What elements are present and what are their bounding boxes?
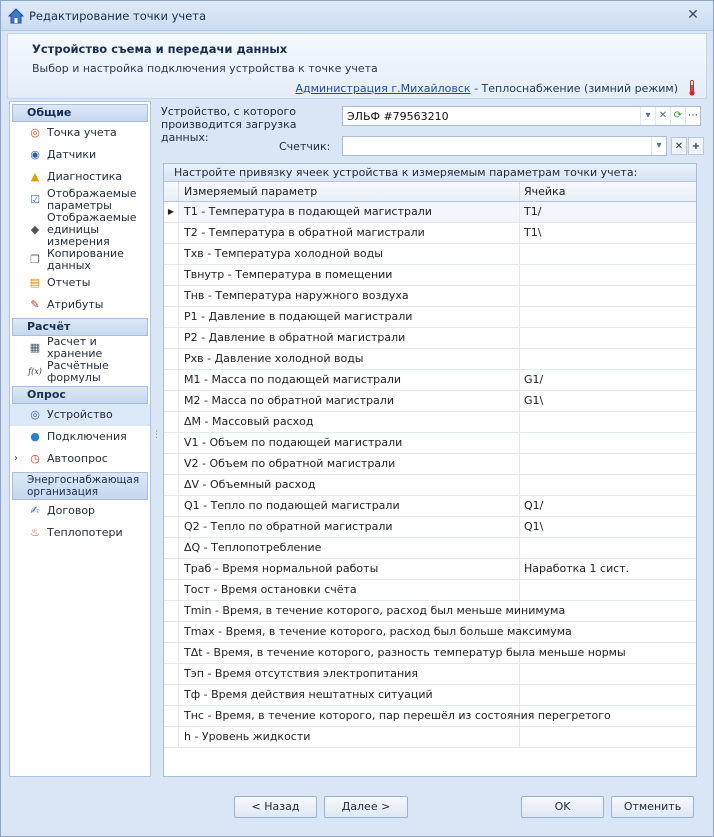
more-options-icon[interactable]: ⋯ (685, 107, 700, 125)
row-indicator (164, 517, 179, 537)
param-cell[interactable]: Q1 - Тепло по подающей магистрали (179, 496, 520, 516)
row-indicator (164, 307, 179, 327)
nav-item-label: Копирование данных (47, 247, 124, 272)
row-indicator (164, 538, 179, 558)
param-cell[interactable]: Tmin - Время, в течение которого, расход был меньше минимума (179, 601, 520, 621)
table-row[interactable] (164, 727, 696, 748)
table-row[interactable] (164, 601, 696, 622)
warning-icon: ▲ (30, 170, 40, 183)
nav-item-label: Точка учета (47, 126, 117, 139)
table-row[interactable] (164, 454, 696, 475)
device-cell[interactable] (520, 286, 696, 306)
page-subtitle: Выбор и настройка подключения устройства к точке учета (32, 62, 378, 75)
navigation-panel (9, 101, 151, 777)
param-cell[interactable]: ΔV - Объемный расход (179, 475, 520, 495)
page-title: Устройство съема и передачи данных (32, 42, 288, 56)
nav-item[interactable] (10, 336, 150, 360)
table-row[interactable] (164, 328, 696, 349)
nav-item[interactable] (10, 426, 150, 448)
param-cell[interactable]: h - Уровень жидкости (179, 727, 520, 747)
table-row[interactable] (164, 307, 696, 328)
device-cell[interactable] (520, 265, 696, 285)
globe-icon: ● (30, 430, 40, 443)
device-cell[interactable] (520, 328, 696, 348)
row-indicator-header (164, 182, 179, 201)
device-cell[interactable] (520, 475, 696, 495)
add-meter-icon[interactable]: + (688, 137, 704, 155)
nav-group-header[interactable]: Общие (12, 104, 148, 122)
row-indicator (164, 580, 179, 600)
device-cell[interactable] (520, 454, 696, 474)
param-cell[interactable]: Тэп - Время отсутствия электропитания (179, 664, 520, 684)
nav-item-label: Теплопотери (47, 526, 123, 539)
row-indicator (164, 328, 179, 348)
panel-splitter[interactable]: ⋮ (152, 430, 161, 440)
param-cell[interactable]: Твнутр - Температура в помещении (179, 265, 520, 285)
grid-caption: Настройте привязку ячеек устройства к измеряемым параметрам точки учета: (164, 164, 696, 182)
nav-group-header[interactable]: Опрос (12, 386, 148, 404)
calculator-icon: ▦ (29, 341, 41, 354)
table-row[interactable] (164, 475, 696, 496)
formula-icon: f(x) (28, 367, 42, 376)
nav-item-label: Отображаемые единицы измерения (47, 211, 137, 248)
grid-body (164, 202, 696, 748)
nav-item[interactable] (10, 500, 150, 522)
next-button[interactable]: Далее > (324, 796, 408, 818)
table-row[interactable] (164, 265, 696, 286)
table-row[interactable] (164, 349, 696, 370)
table-row[interactable] (164, 370, 696, 391)
row-indicator (164, 286, 179, 306)
device-cell[interactable]: T1/ (520, 202, 696, 222)
table-row[interactable] (164, 202, 696, 223)
contract-icon: ✍ (30, 504, 40, 517)
row-indicator (164, 370, 179, 390)
meter-select[interactable] (342, 136, 667, 156)
param-cell[interactable]: V2 - Объем по обратной магистрали (179, 454, 520, 474)
device-cell[interactable] (520, 706, 696, 726)
table-row[interactable] (164, 706, 696, 727)
ok-button[interactable]: OK (521, 796, 604, 818)
device-cell[interactable] (520, 433, 696, 453)
table-row[interactable] (164, 391, 696, 412)
device-select-value: ЭЛЬФ #79563210 (347, 110, 449, 123)
row-indicator (164, 244, 179, 264)
param-cell[interactable]: Тнв - Температура наружного воздуха (179, 286, 520, 306)
organization-link[interactable]: Администрация г.Михайловск (295, 82, 471, 95)
copy-icon: ❐ (30, 253, 40, 266)
attributes-icon: ✎ (30, 298, 40, 311)
nav-item-label: Диагностика (47, 170, 123, 183)
content-pane (157, 101, 705, 777)
table-row[interactable] (164, 580, 696, 601)
table-row[interactable] (164, 412, 696, 433)
nav-item[interactable] (10, 166, 150, 188)
report-icon: ▤ (29, 276, 41, 289)
remove-meter-icon[interactable]: ✕ (671, 137, 687, 155)
binding-grid (163, 163, 697, 777)
param-cell[interactable]: P2 - Давление в обратной магистрали (179, 328, 520, 348)
param-cell[interactable]: Pхв - Давление холодной воды (179, 349, 520, 369)
nav-item-label: Устройство (47, 408, 113, 421)
device-cell[interactable]: Q1\ (524, 520, 544, 533)
row-indicator (164, 223, 179, 243)
table-row[interactable] (164, 244, 696, 265)
param-cell[interactable]: ΔM - Массовый расход (179, 412, 520, 432)
organization-info (295, 82, 678, 95)
nav-item[interactable] (10, 188, 150, 212)
device-label: Устройство, с которого производится загрузка данных: (161, 105, 297, 144)
row-indicator (164, 643, 179, 663)
back-button[interactable]: < Назад (234, 796, 317, 818)
param-cell[interactable]: Тхв - Температура холодной воды (179, 244, 520, 264)
param-cell[interactable]: TΔt - Время, в течение которого, разность температур была меньше нормы (179, 643, 520, 663)
device-cell[interactable] (520, 685, 696, 705)
device-cell[interactable]: T1\ (524, 226, 542, 239)
column-header-param[interactable]: Измеряемый параметр (179, 182, 520, 201)
nav-item-label: Атрибуты (47, 298, 104, 311)
row-indicator (164, 601, 179, 621)
param-cell[interactable]: Q2 - Тепло по обратной магистрали (179, 517, 520, 537)
row-indicator (164, 475, 179, 495)
param-cell[interactable]: Tmax - Время, в течение которого, расход был больше максимума (179, 622, 520, 642)
param-cell[interactable]: Тф - Время действия нештатных ситуаций (179, 685, 520, 705)
device-cell[interactable] (520, 664, 696, 684)
row-indicator (164, 412, 179, 432)
nav-item[interactable] (10, 294, 150, 316)
nav-item-label: Автоопрос (47, 452, 108, 465)
clock-icon: ◷ (30, 452, 40, 465)
table-row[interactable] (164, 517, 696, 538)
nav-item-label: Расчётные формулы (47, 359, 109, 384)
fire-icon: ♨ (30, 526, 40, 539)
nav-item[interactable] (10, 248, 150, 272)
device-cell[interactable] (520, 580, 696, 600)
param-cell[interactable]: M1 - Масса по подающей магистрали (179, 370, 520, 390)
row-indicator (164, 496, 179, 516)
nav-item[interactable] (10, 448, 150, 470)
row-indicator (164, 706, 179, 726)
cancel-button[interactable]: Отменить (611, 796, 694, 818)
dropdown-arrow-icon[interactable]: ▾ (640, 107, 655, 125)
param-cell[interactable]: Тост - Время остановки счёта (179, 580, 520, 600)
device-cell[interactable] (520, 307, 696, 327)
table-row[interactable] (164, 286, 696, 307)
home-icon (7, 7, 25, 25)
row-indicator (164, 349, 179, 369)
table-row[interactable] (164, 664, 696, 685)
param-cell[interactable]: M2 - Масса по обратной магистрали (179, 391, 520, 411)
device-cell[interactable]: G1/ (524, 373, 544, 386)
table-row[interactable] (164, 559, 696, 580)
row-indicator (164, 685, 179, 705)
device-cell[interactable]: Q1/ (524, 499, 544, 512)
window-title: Редактирование точки учета (29, 9, 207, 23)
row-indicator (164, 265, 179, 285)
device-cell[interactable] (520, 727, 696, 747)
param-cell[interactable]: T1 - Температура в подающей магистрали (179, 202, 520, 222)
refresh-icon[interactable]: ⟳ (670, 107, 685, 125)
table-row[interactable] (164, 538, 696, 559)
nav-item-label: Отчеты (47, 276, 91, 289)
device-cell[interactable] (520, 412, 696, 432)
clear-icon[interactable]: ✕ (655, 107, 670, 125)
device-cell[interactable]: G1\ (524, 394, 544, 407)
device-select[interactable] (342, 106, 701, 126)
device-cell[interactable] (520, 538, 696, 558)
row-indicator (164, 433, 179, 453)
checklist-icon: ☑ (30, 193, 40, 206)
dropdown-arrow-icon[interactable]: ▾ (651, 137, 666, 155)
table-row[interactable] (164, 622, 696, 643)
nav-item-label: Расчет и хранение (47, 335, 103, 360)
nav-item[interactable] (10, 522, 150, 544)
close-icon[interactable]: ✕ (687, 7, 699, 23)
nav-item[interactable] (10, 404, 150, 426)
param-cell[interactable]: T2 - Температура в обратной магистрали (179, 223, 520, 243)
row-indicator (164, 391, 179, 411)
row-indicator: ▶ (164, 202, 179, 222)
expand-arrow-icon[interactable]: › (14, 453, 18, 464)
nav-item[interactable] (10, 144, 150, 166)
device-cell[interactable]: Наработка 1 сист. (524, 562, 630, 575)
param-cell[interactable]: Траб - Время нормальной работы (179, 559, 520, 579)
sensor-icon: ◉ (30, 148, 40, 161)
nav-item[interactable] (10, 212, 150, 248)
page-header (7, 33, 707, 99)
weight-icon: ◆ (30, 223, 40, 236)
device-cell[interactable] (520, 643, 696, 663)
title-bar (1, 1, 713, 31)
nav-group-header[interactable]: Энергоснабжающая организация (12, 472, 148, 500)
row-indicator (164, 664, 179, 684)
table-row[interactable] (164, 223, 696, 244)
device-cell[interactable] (520, 349, 696, 369)
row-indicator (164, 454, 179, 474)
nav-item-label: Договор (47, 504, 96, 517)
nav-item-label: Отображаемые параметры (47, 187, 137, 212)
table-row[interactable] (164, 433, 696, 454)
grid-header (164, 182, 696, 202)
table-row[interactable] (164, 685, 696, 706)
nav-item[interactable] (10, 360, 150, 384)
organization-suffix: - Теплоснабжение (зимний режим) (470, 82, 678, 95)
param-cell[interactable]: P1 - Давление в подающей магистрали (179, 307, 520, 327)
row-indicator (164, 559, 179, 579)
nav-item[interactable] (10, 122, 150, 144)
row-indicator (164, 727, 179, 747)
device-cell[interactable] (520, 244, 696, 264)
nav-group-header[interactable]: Расчёт (12, 318, 148, 336)
device-cell[interactable] (520, 622, 696, 642)
nav-item-label: Датчики (47, 148, 97, 161)
param-cell[interactable]: ΔQ - Теплопотребление (179, 538, 520, 558)
nav-item[interactable] (10, 272, 150, 294)
column-header-cell[interactable]: Ячейка (524, 185, 566, 198)
device-cell[interactable] (520, 601, 696, 621)
nav-item-label: Подключения (47, 430, 127, 443)
row-indicator (164, 622, 179, 642)
table-row[interactable] (164, 643, 696, 664)
device-icon: ◎ (30, 408, 40, 421)
meter-label: Счетчик: (279, 140, 331, 153)
thermometer-icon (688, 80, 696, 96)
param-cell[interactable]: V1 - Объем по подающей магистрали (179, 433, 520, 453)
table-row[interactable] (164, 496, 696, 517)
target-icon: ◎ (30, 126, 40, 139)
param-cell[interactable]: Тнс - Время, в течение которого, пар перешёл из состояния перегретого (179, 706, 520, 726)
